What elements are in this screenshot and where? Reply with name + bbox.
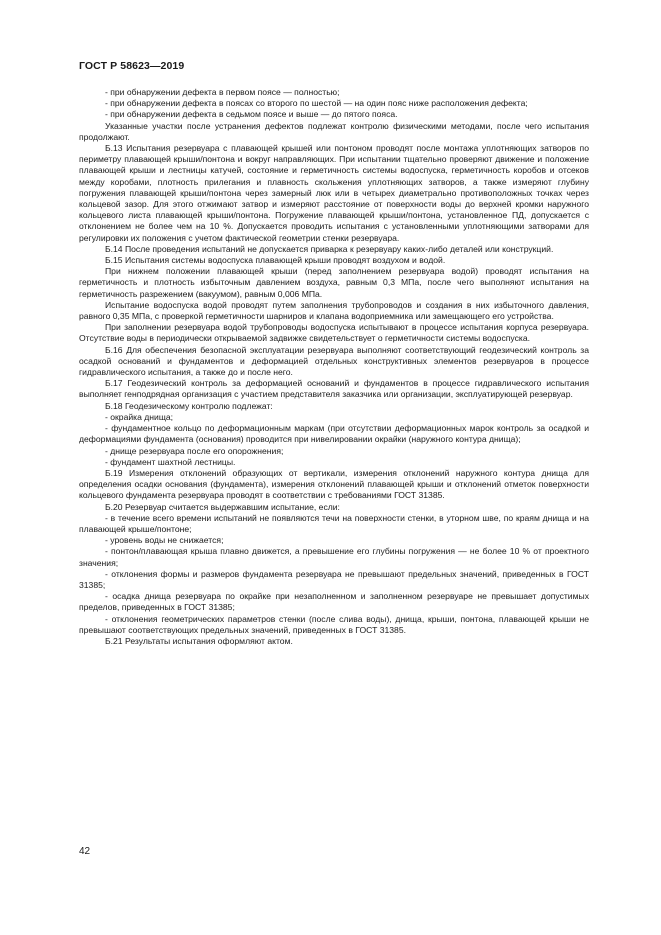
paragraph: - понтон/плавающая крыша плавно движется, а превышение его глубины погружения — не более 10 % от проектного значения; bbox=[79, 546, 589, 568]
paragraph: - окрайка днища; bbox=[105, 411, 174, 422]
paragraph: - при обнаружении дефекта в седьмом поясе и выше — до пятого пояса. bbox=[105, 109, 398, 120]
paragraph: - при обнаружении дефекта в первом поясе — полностью; bbox=[105, 87, 340, 97]
paragraph: Б.21 Результаты испытания оформляют актом. bbox=[105, 635, 293, 646]
paragraph: Б.16 Для обеспечения безопасной эксплуатации резервуара выполняют соответствующий геодезический контроль за осадкой оснований и фундаментов и деформацией отдельных конструктивных элементов резервуаров в процессе гидравлического испытания, а также до и после него. bbox=[79, 344, 589, 378]
paragraph: Б.17 Геодезический контроль за деформацией оснований и фундаментов в процессе гидравлического испытания выполняет генподрядная организация с участием представителя заказчика или организации, эксплуатирующей резервуар. bbox=[79, 378, 589, 400]
paragraph: - фундаментное кольцо по деформационным маркам (при отсутствии деформационных марок контроль за осадкой и деформациями фундамента (основания) проводится при нивелировании окрайки (наружного контура днища); bbox=[79, 423, 589, 445]
paragraph: - уровень воды не снижается; bbox=[105, 535, 224, 546]
paragraph: Б.15 Испытания системы водоспуска плавающей крыши проводят воздухом и водой. bbox=[105, 255, 446, 266]
paragraph: - отклонения формы и размеров фундамента резервуара не превышают предельных значений, приведенных в ГОСТ 31385; bbox=[79, 568, 589, 590]
paragraph: - при обнаружении дефекта в поясах со второго по шестой — на один пояс ниже расположения дефекта; bbox=[105, 98, 528, 109]
paragraph: - фундамент шахтной лестницы. bbox=[105, 456, 236, 467]
document-body bbox=[79, 87, 589, 647]
paragraph: Б.18 Геодезическому контролю подлежат: bbox=[105, 400, 273, 411]
paragraph: - днище резервуара после его опорожнения; bbox=[105, 445, 284, 456]
paragraph: При нижнем положении плавающей крыши (перед заполнением резервуара водой) проводят испытания на герметичность и плотность избыточным давлением воздуха, равным 0,3 МПа, после чего выполняют испытания на герметичность разрежением (вакуумом), равным 0,006 МПа. bbox=[79, 266, 589, 299]
document-header: ГОСТ Р 58623—2019 bbox=[79, 60, 185, 72]
page-number: 42 bbox=[79, 846, 91, 857]
paragraph: Испытание водоспуска водой проводят путем заполнения трубопроводов и создания в них избыточного давления, равного 0,35 МПа, с проверкой герметичности шарниров и клапана водоприемника или замещающего его устройства. bbox=[79, 299, 589, 322]
paragraph: Б.19 Измерения отклонений образующих от вертикали, измерения отклонений наружного контура днища для определения осадки основания (фундамента), измерения отклонений плавающей крыши и отклонений отметок поверхности кольцевого фундамента резервуара проводят в соответствии с требованиями ГОСТ 31385. bbox=[79, 467, 589, 501]
paragraph: Б.13 Испытания резервуара с плавающей крышей или понтоном проводят после монтажа уплотняющих затворов по периметру плавающей крыши/понтона и вокруг направляющих. При испытании тщательно проверяют движение и положение плавающей крыши и лестницы катучей, состояние и герметичность системы водоспуска, герметичность коробов и отсеков между коробами, плотность прилегания и плавность скольжения уплотняющих затворов, а также измеряют глубину погружения плавающей крыши/понтона через замерный люк или в четырех диаметрально противоположных точках через кольцевой зазор. Для этого отжимают затвор и измеряют расстояние от поверхности воды до верхней кромки наружного кольцевого листа плавающей крыши/понтона. Погружение плавающей крыши/понтона, установленное ПД, допускается с отклонением не более чем на 10 %. Допускается проводить испытания с установленными уплотняющими затворами для регулировки их положения с учетом фактической геометрии стенки резервуара. bbox=[79, 143, 589, 243]
paragraph: - осадка днища резервуара по окрайке при незаполненном и заполненном резервуаре не превышает допустимых пределов, приведенных в ГОСТ 31385; bbox=[79, 591, 589, 613]
paragraph: При заполнении резервуара водой трубопроводы водоспуска испытывают в процессе испытания корпуса резервуара. Отсутствие воды в периодически открываемой задвижке свидетельствует о герметичности системы водоспуска. bbox=[79, 322, 589, 344]
paragraph: - отклонения геометрических параметров стенки (после слива воды), днища, крыши, понтона, плавающей крыши не превышают соответствующих предельных значений, приведенных в ГОСТ 31385. bbox=[79, 613, 589, 635]
paragraph: Б.20 Резервуар считается выдержавшим испытание, если: bbox=[105, 501, 340, 512]
paragraph: - в течение всего времени испытаний не появляются течи на поверхности стенки, в уторном шве, по краям днища и на плавающей крыше/понтоне; bbox=[79, 512, 589, 534]
paragraph: Указанные участки после устранения дефектов подлежат контролю физическими методами, после чего испытания продолжают. bbox=[79, 120, 589, 142]
paragraph: Б.14 После проведения испытаний не допускается приварка к резервуару каких-либо деталей или конструкций. bbox=[105, 243, 554, 254]
